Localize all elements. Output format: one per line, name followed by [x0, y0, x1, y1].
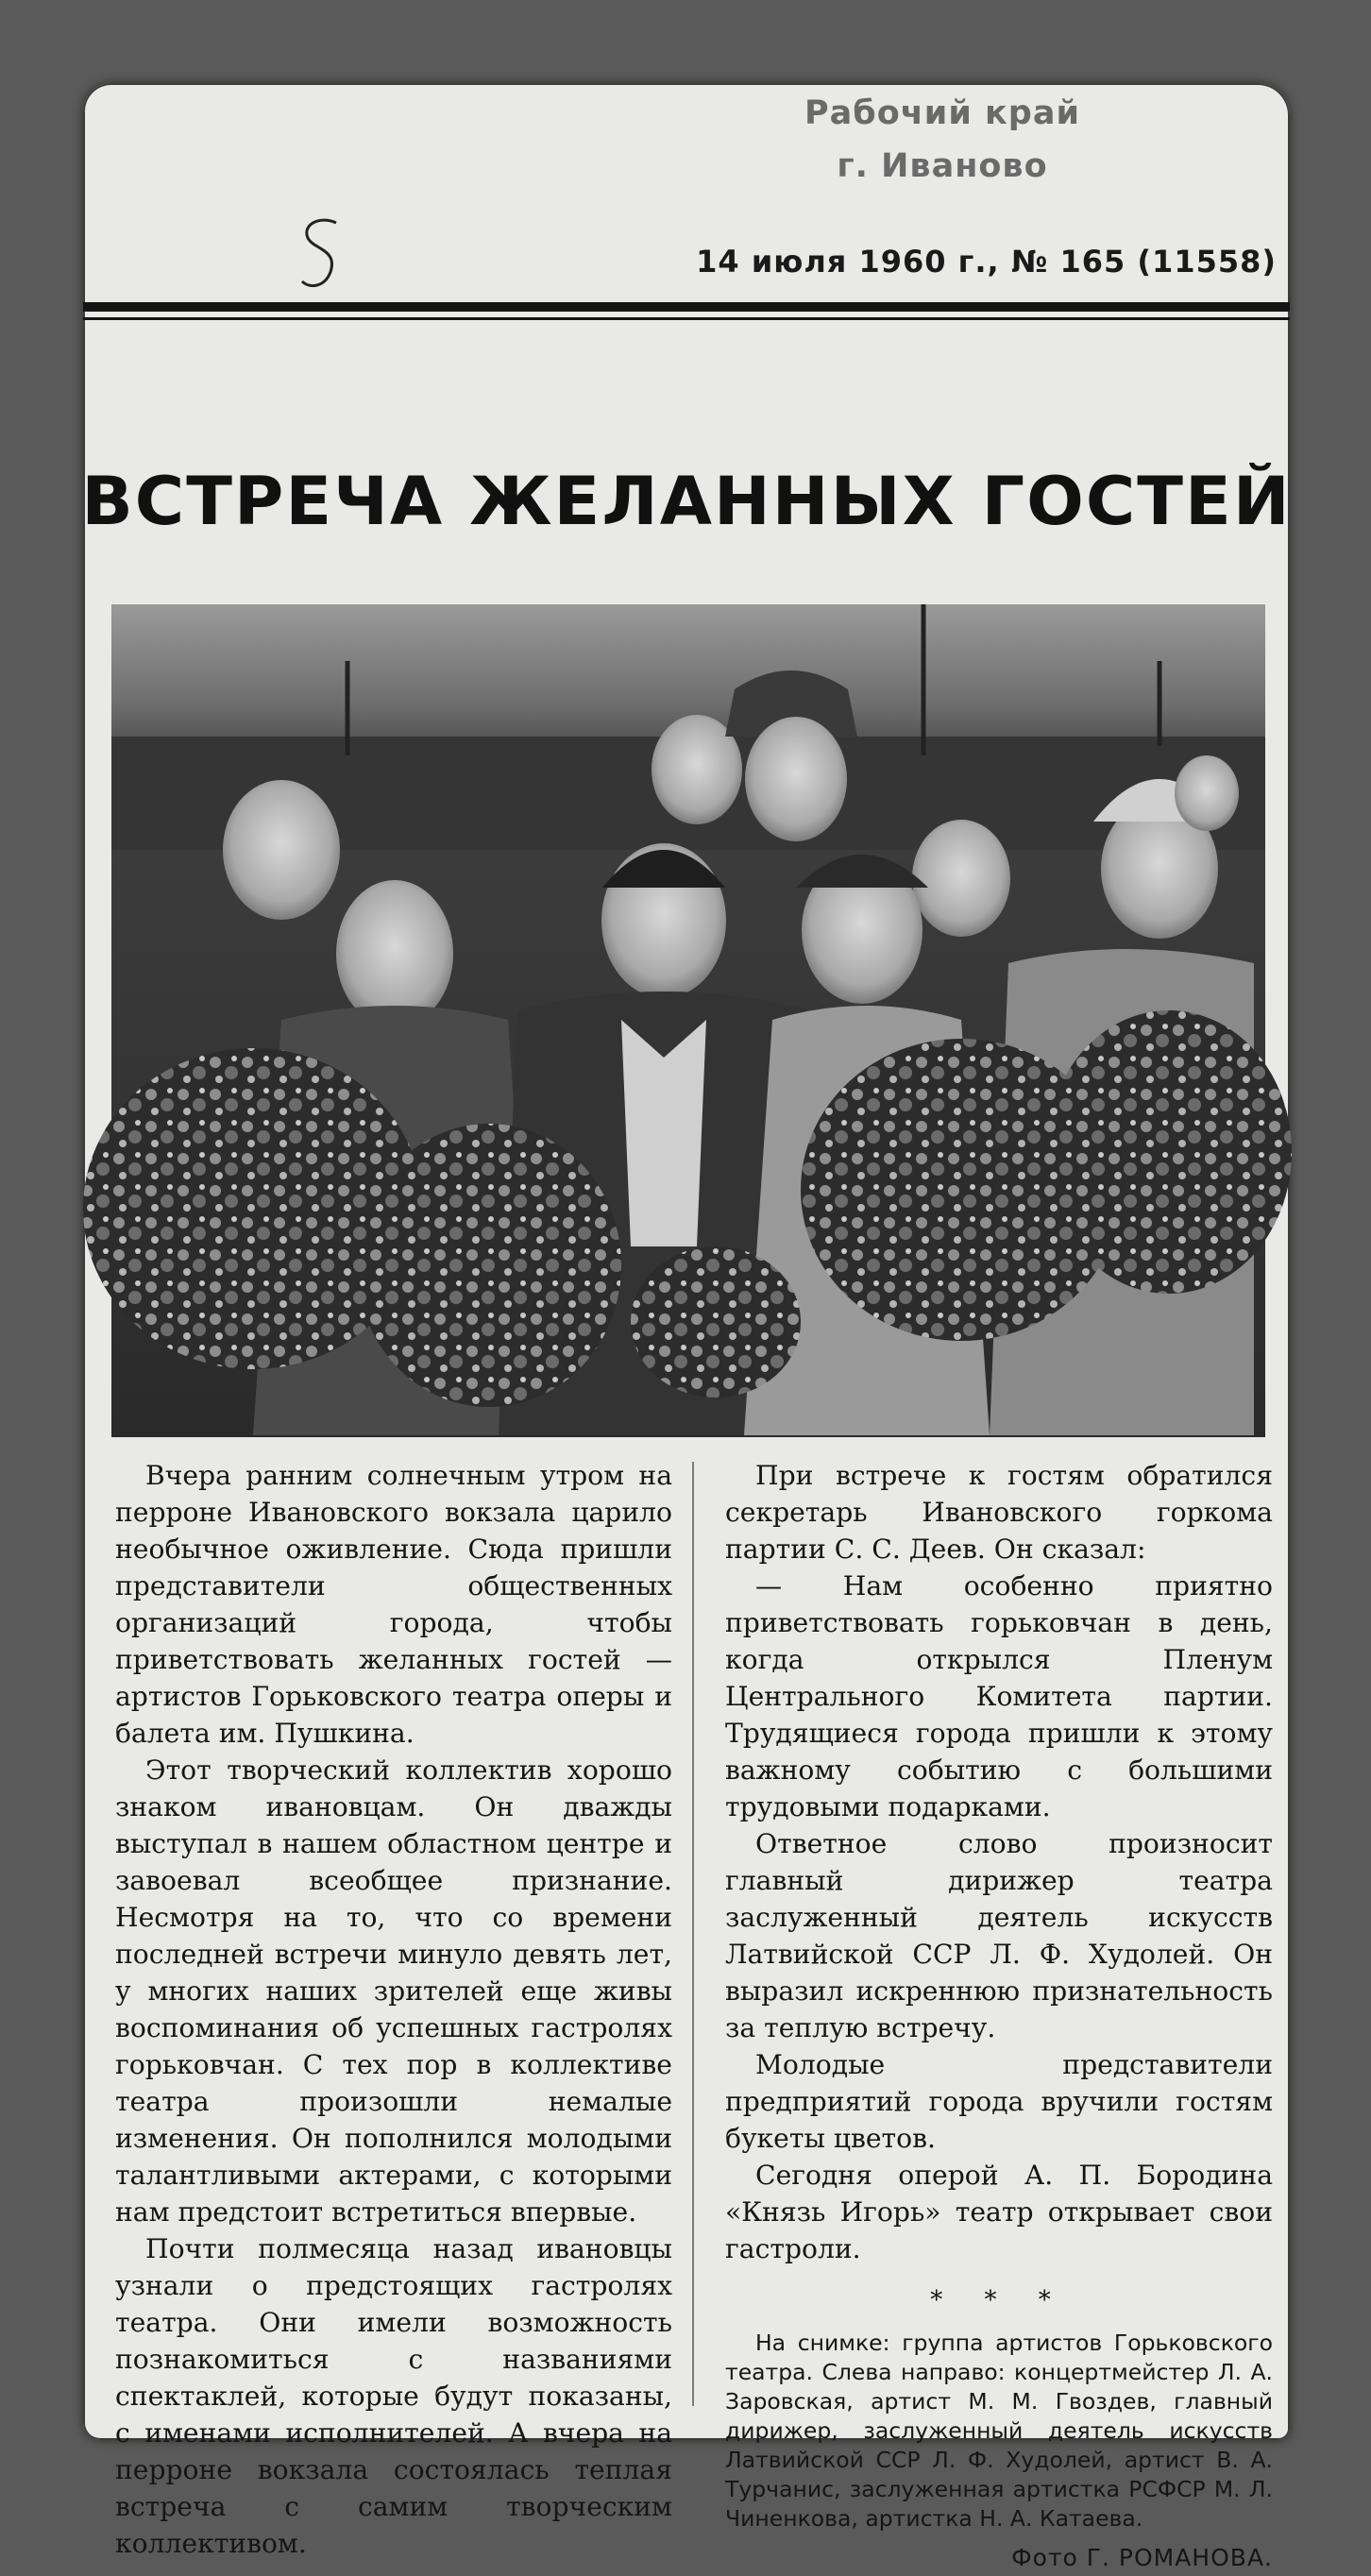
- article-paragraph: Ответное слово произносит главный дирижер театра заслуженный деятель искусств Латвийской ССР Л. Ф. Худолей. Он выразил искреннюю признательность за теплую встречу.: [725, 1828, 1273, 2043]
- newspaper-clipping: [81, 83, 1292, 2571]
- stamp-line-newspaper: Рабочий край: [804, 94, 1080, 132]
- newspaper-name-stamp: [725, 87, 1159, 193]
- photo-credit: Фото Г. РОМАНОВА.: [1011, 2544, 1273, 2571]
- article-paragraph: При встрече к гостям обратился секретарь Ивановского горкома партии С. С. Деев. Он сказал:: [725, 1460, 1273, 1565]
- article-paragraph: Почти полмесяца назад ивановцы узнали о предстоящих гастролях театра. Они имели возможность познакомиться с названиями спектаклей, которые будут показаны, с именами исполнителей. А вчера на перроне вокзала состоялась теплая встреча с самим творческим коллективом.: [115, 2233, 672, 2559]
- article-column-right: [725, 1457, 1273, 2576]
- handwritten-page-number: [281, 206, 357, 300]
- group-photo: [111, 604, 1265, 1437]
- article-paragraph: — Нам особенно приятно приветствовать горьковчан в день, когда открылся Пленум Центрального Комитета партии. Трудящиеся города пришли к этому важному событию с большими трудовыми подарками.: [725, 1570, 1273, 1822]
- photo-caption: На снимке: группа артистов Горьковского театра. Слева направо: концертмейстер Л. А. Заровская, артист М. М. Гвоздев, главный дирижер, заслуженный деятель искусств Латвийской ССР Л. Ф. Худолей, артист В. А. Турчанис, заслуженная артистка РСФСР М. Л. Чиненкова, артистка Н. А. Катаева.: [725, 2330, 1273, 2532]
- article-paragraph: Этот творческий коллектив хорошо знаком ивановцам. Он дважды выступал в нашем областном центре и завоевал всеобщее признание. Несмотря на то, что со времени последней встречи минуло девять лет, у многих наших зрителей еще живы воспоминания об успешных гастролях горьковчан. С тех пор в коллективе театра произошли немалые изменения. Он пополнился молодыми талантливыми актерами, с которыми нам предстоит встретиться впервые.: [115, 1754, 672, 2228]
- group-photo-image: [111, 604, 1265, 1437]
- header-rule-thin: [83, 317, 1290, 320]
- article-paragraph: Молодые представители предприятий города вручили гостям букеты цветов.: [725, 2049, 1273, 2154]
- article-paragraph: Вчера ранним солнечным утром на перроне Ивановского вокзала царило необычное оживление. Сюда пришли представители общественных организаций города, чтобы приветствовать желанных гостей — артистов Горьковского театра оперы и балета им. Пушкина.: [115, 1460, 672, 1749]
- header-rule-thick: [83, 302, 1290, 312]
- issue-dateline: 14 июля 1960 г., № 165 (11558): [696, 244, 1277, 280]
- stamp-line-city: г. Иваново: [837, 147, 1048, 185]
- section-separator: * * *: [930, 2286, 1068, 2314]
- article-paragraph: Сегодня оперой А. П. Бородина «Князь Игорь» театр открывает свои гастроли.: [725, 2160, 1273, 2264]
- article-headline: ВСТРЕЧА ЖЕЛАННЫХ ГОСТЕЙ: [81, 463, 1292, 540]
- column-divider: [692, 1462, 694, 2406]
- article-column-left: [115, 1457, 672, 2562]
